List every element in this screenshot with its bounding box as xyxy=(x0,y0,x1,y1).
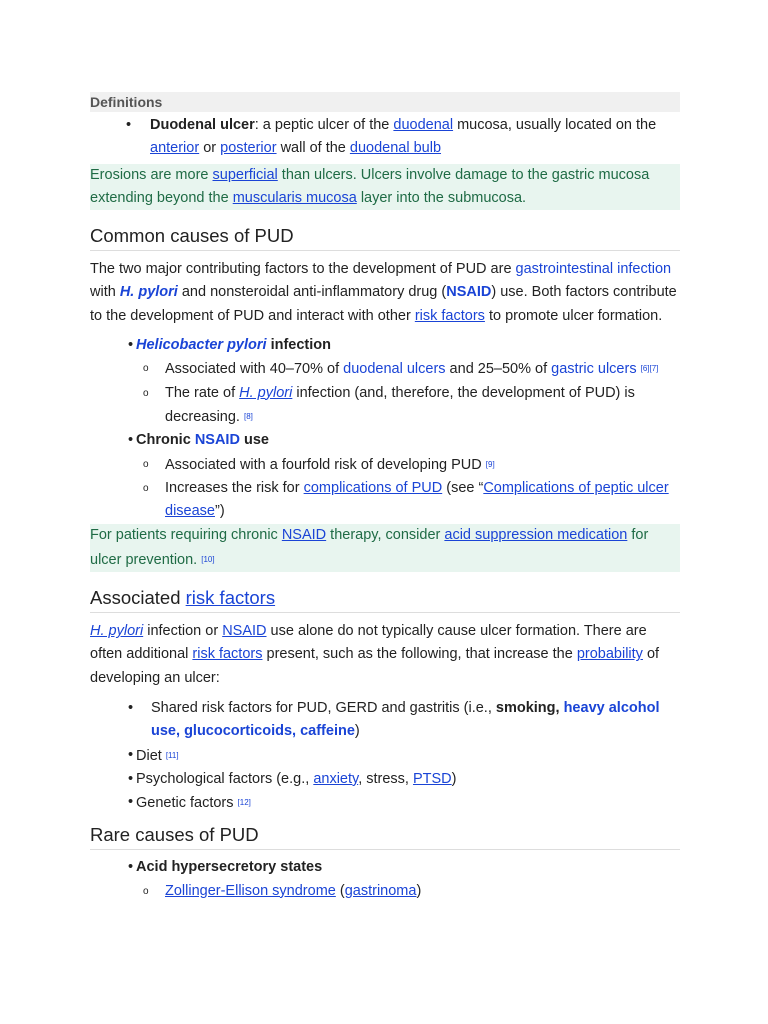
associated-intro xyxy=(90,620,680,690)
bullet-icon: • xyxy=(128,770,134,787)
sublist-item xyxy=(143,382,680,430)
link-zollinger-ellison[interactable]: Zollinger-Ellison syndrome xyxy=(165,882,336,899)
bullet-icon: • xyxy=(128,337,134,354)
list-item-genetic xyxy=(128,791,680,815)
bullet-icon: • xyxy=(128,432,134,449)
common-causes-list-2 xyxy=(90,429,680,452)
reference-marker[interactable]: [9] xyxy=(485,459,495,469)
link-duodenal-ulcers[interactable]: duodenal ulcers xyxy=(343,361,446,378)
sublist-text: The rate of xyxy=(165,384,240,401)
sublist-text: Associated with a fourfold risk of developing PUD xyxy=(165,456,482,473)
link-probability[interactable]: probability xyxy=(576,646,643,663)
link-acid-suppression[interactable]: acid suppression medication xyxy=(444,527,628,544)
definition-text: mucosa, usually located on the xyxy=(453,117,657,133)
h-pylori-name[interactable]: Helicobacter pylori xyxy=(136,337,267,354)
h-pylori-sublist xyxy=(90,357,680,429)
heavy-alcohol-term[interactable]: heavy alcohol use xyxy=(151,699,660,740)
list-text: Shared risk factors for PUD, GERD and gastritis (i.e., xyxy=(151,699,496,716)
definition-text: : a peptic ulcer of the xyxy=(254,117,394,133)
reference-marker[interactable]: [8] xyxy=(244,411,253,421)
paragraph-text: infection or xyxy=(143,623,223,640)
link-superficial[interactable]: superficial xyxy=(212,166,278,183)
bullet-icon: • xyxy=(128,859,134,876)
link-muscularis-mucosa[interactable]: muscularis mucosa xyxy=(232,189,357,206)
nsaid-term[interactable]: NSAID xyxy=(446,284,492,301)
sublist-text: (see “ xyxy=(442,479,484,496)
glucocorticoids-term[interactable]: glucocorticoids xyxy=(184,723,293,740)
link-complications-of-pud[interactable]: complications of PUD xyxy=(303,479,443,496)
link-nsaid[interactable]: NSAID xyxy=(222,623,267,640)
link-nsaid[interactable]: NSAID xyxy=(281,527,327,544)
paragraph-text: use alone do not typically cause ulcer formation. There are often additional xyxy=(90,623,647,663)
link-posterior[interactable]: posterior xyxy=(220,140,277,157)
circle-bullet-icon: o xyxy=(143,458,149,470)
list-item-label: infection xyxy=(266,337,331,354)
link-anterior[interactable]: anterior xyxy=(150,140,200,157)
paragraph-text: The two major contributing factors to the development of PUD are xyxy=(90,261,516,278)
link-h-pylori[interactable]: H. pylori xyxy=(90,623,144,640)
callout-text: For patients requiring chronic xyxy=(90,527,282,544)
circle-bullet-icon: o xyxy=(143,482,149,494)
list-item-psychological xyxy=(128,768,680,791)
article xyxy=(90,92,680,903)
list-text: , xyxy=(555,699,564,716)
section-heading-common-causes: Common causes of PUD xyxy=(90,224,680,251)
link-risk-factors[interactable]: risk factors xyxy=(414,307,485,324)
list-item-acid-hypersecretory xyxy=(128,856,680,879)
sublist-text: Associated with 40–70% of xyxy=(165,361,344,378)
sublist-item xyxy=(143,880,680,903)
paragraph-text: with xyxy=(90,284,120,301)
list-text: , stress, xyxy=(358,770,413,787)
callout-text: layer into the submucosa. xyxy=(356,189,527,206)
reference-marker[interactable]: [10] xyxy=(201,554,215,564)
callout-text: for ulcer prevention. xyxy=(90,527,649,568)
sublist-text: ( xyxy=(335,882,345,899)
bullet-icon: • xyxy=(126,117,132,133)
bullet-icon: • xyxy=(128,699,134,716)
link-risk-factors-heading[interactable]: risk factors xyxy=(185,587,276,609)
reference-marker[interactable]: [12] xyxy=(237,798,251,808)
link-ptsd[interactable]: PTSD xyxy=(412,770,452,787)
link-duodenal-bulb[interactable]: duodenal bulb xyxy=(349,140,442,157)
list-item-nsaid xyxy=(128,429,680,452)
sublist-item xyxy=(143,357,680,381)
sublist-text: and 25–50% of xyxy=(445,361,552,378)
link-anxiety[interactable]: anxiety xyxy=(313,770,359,787)
list-item-diet xyxy=(128,744,680,768)
erosion-callout xyxy=(90,164,680,211)
sublist-text: ) xyxy=(416,882,422,899)
paragraph-text: and nonsteroidal anti-inflammatory drug ( xyxy=(177,284,447,301)
definitions-heading: Definitions xyxy=(90,92,680,112)
link-h-pylori[interactable]: H. pylori xyxy=(239,384,293,401)
nsaid-term[interactable]: NSAID xyxy=(194,432,240,449)
associated-risk-list xyxy=(90,697,680,815)
link-duodenal[interactable]: duodenal xyxy=(393,117,454,133)
list-text: ) xyxy=(451,770,457,787)
callout-text: therapy, consider xyxy=(326,527,445,544)
list-text: Psychological factors (e.g., xyxy=(136,770,314,787)
callout-text: than ulcers. Ulcers involve damage to the gastric mucosa extending beyond the xyxy=(90,166,650,206)
callout-text: Erosions are more xyxy=(90,166,213,183)
smoking-term: smoking xyxy=(495,699,556,716)
list-text: Genetic factors xyxy=(136,795,234,812)
definition-text: or xyxy=(199,140,221,157)
list-item-shared-risk xyxy=(128,697,680,744)
list-item-label: Chronic xyxy=(136,432,195,449)
bullet-icon: • xyxy=(128,746,134,763)
definition-text: wall of the xyxy=(276,140,350,157)
definition-term: Duodenal ulcer xyxy=(150,117,255,133)
sublist-item xyxy=(143,453,680,477)
section-heading-associated-risk-factors xyxy=(90,586,680,613)
reference-marker[interactable]: [6][7] xyxy=(640,364,659,374)
link-complications-peptic-ulcer[interactable]: Complications of peptic ulcer disease xyxy=(165,479,669,520)
nsaid-sublist xyxy=(90,453,680,524)
sublist-text: Increases the risk for xyxy=(165,479,304,496)
link-gastrinoma[interactable]: gastrinoma xyxy=(344,882,417,899)
list-text: Diet xyxy=(136,747,162,764)
definition-item xyxy=(126,114,680,161)
common-causes-list xyxy=(90,334,680,357)
paragraph-text: of developing an ulcer: xyxy=(90,646,660,686)
list-text: , xyxy=(176,723,185,740)
link-risk-factors[interactable]: risk factors xyxy=(192,646,263,663)
paragraph-text: ) use. Both factors contribute to the development of PUD and interact with other xyxy=(90,284,677,324)
paragraph-text: to promote ulcer formation. xyxy=(484,307,663,324)
circle-bullet-icon: o xyxy=(143,885,149,897)
sublist-text: ”) xyxy=(214,503,225,520)
caffeine-term[interactable]: caffeine xyxy=(300,723,355,740)
reference-marker[interactable]: [11] xyxy=(165,750,179,760)
sublist-text: infection (and, therefore, the development of PUD) is decreasing. xyxy=(165,384,635,425)
common-causes-intro xyxy=(90,258,680,328)
list-text: ) xyxy=(354,723,360,740)
rare-causes-sublist xyxy=(90,880,680,903)
circle-bullet-icon: o xyxy=(143,363,149,375)
list-item-h-pylori xyxy=(128,334,680,357)
link-gi-infection[interactable]: gastrointestinal infection xyxy=(515,261,672,278)
bullet-icon: • xyxy=(128,794,134,811)
list-item-label: use xyxy=(239,432,269,449)
list-text: , xyxy=(292,723,301,740)
list-item-label: Acid hypersecretory states xyxy=(136,859,323,876)
nsaid-callout xyxy=(90,524,680,572)
rare-causes-list xyxy=(90,856,680,879)
heading-text: Associated xyxy=(90,587,186,609)
h-pylori-term[interactable]: H. pylori xyxy=(119,284,178,301)
paragraph-text: present, such as the following, that increase the xyxy=(262,646,577,663)
sublist-item xyxy=(143,477,680,524)
section-heading-rare-causes: Rare causes of PUD xyxy=(90,823,680,850)
circle-bullet-icon: o xyxy=(143,387,149,399)
link-gastric-ulcers[interactable]: gastric ulcers xyxy=(551,361,637,378)
